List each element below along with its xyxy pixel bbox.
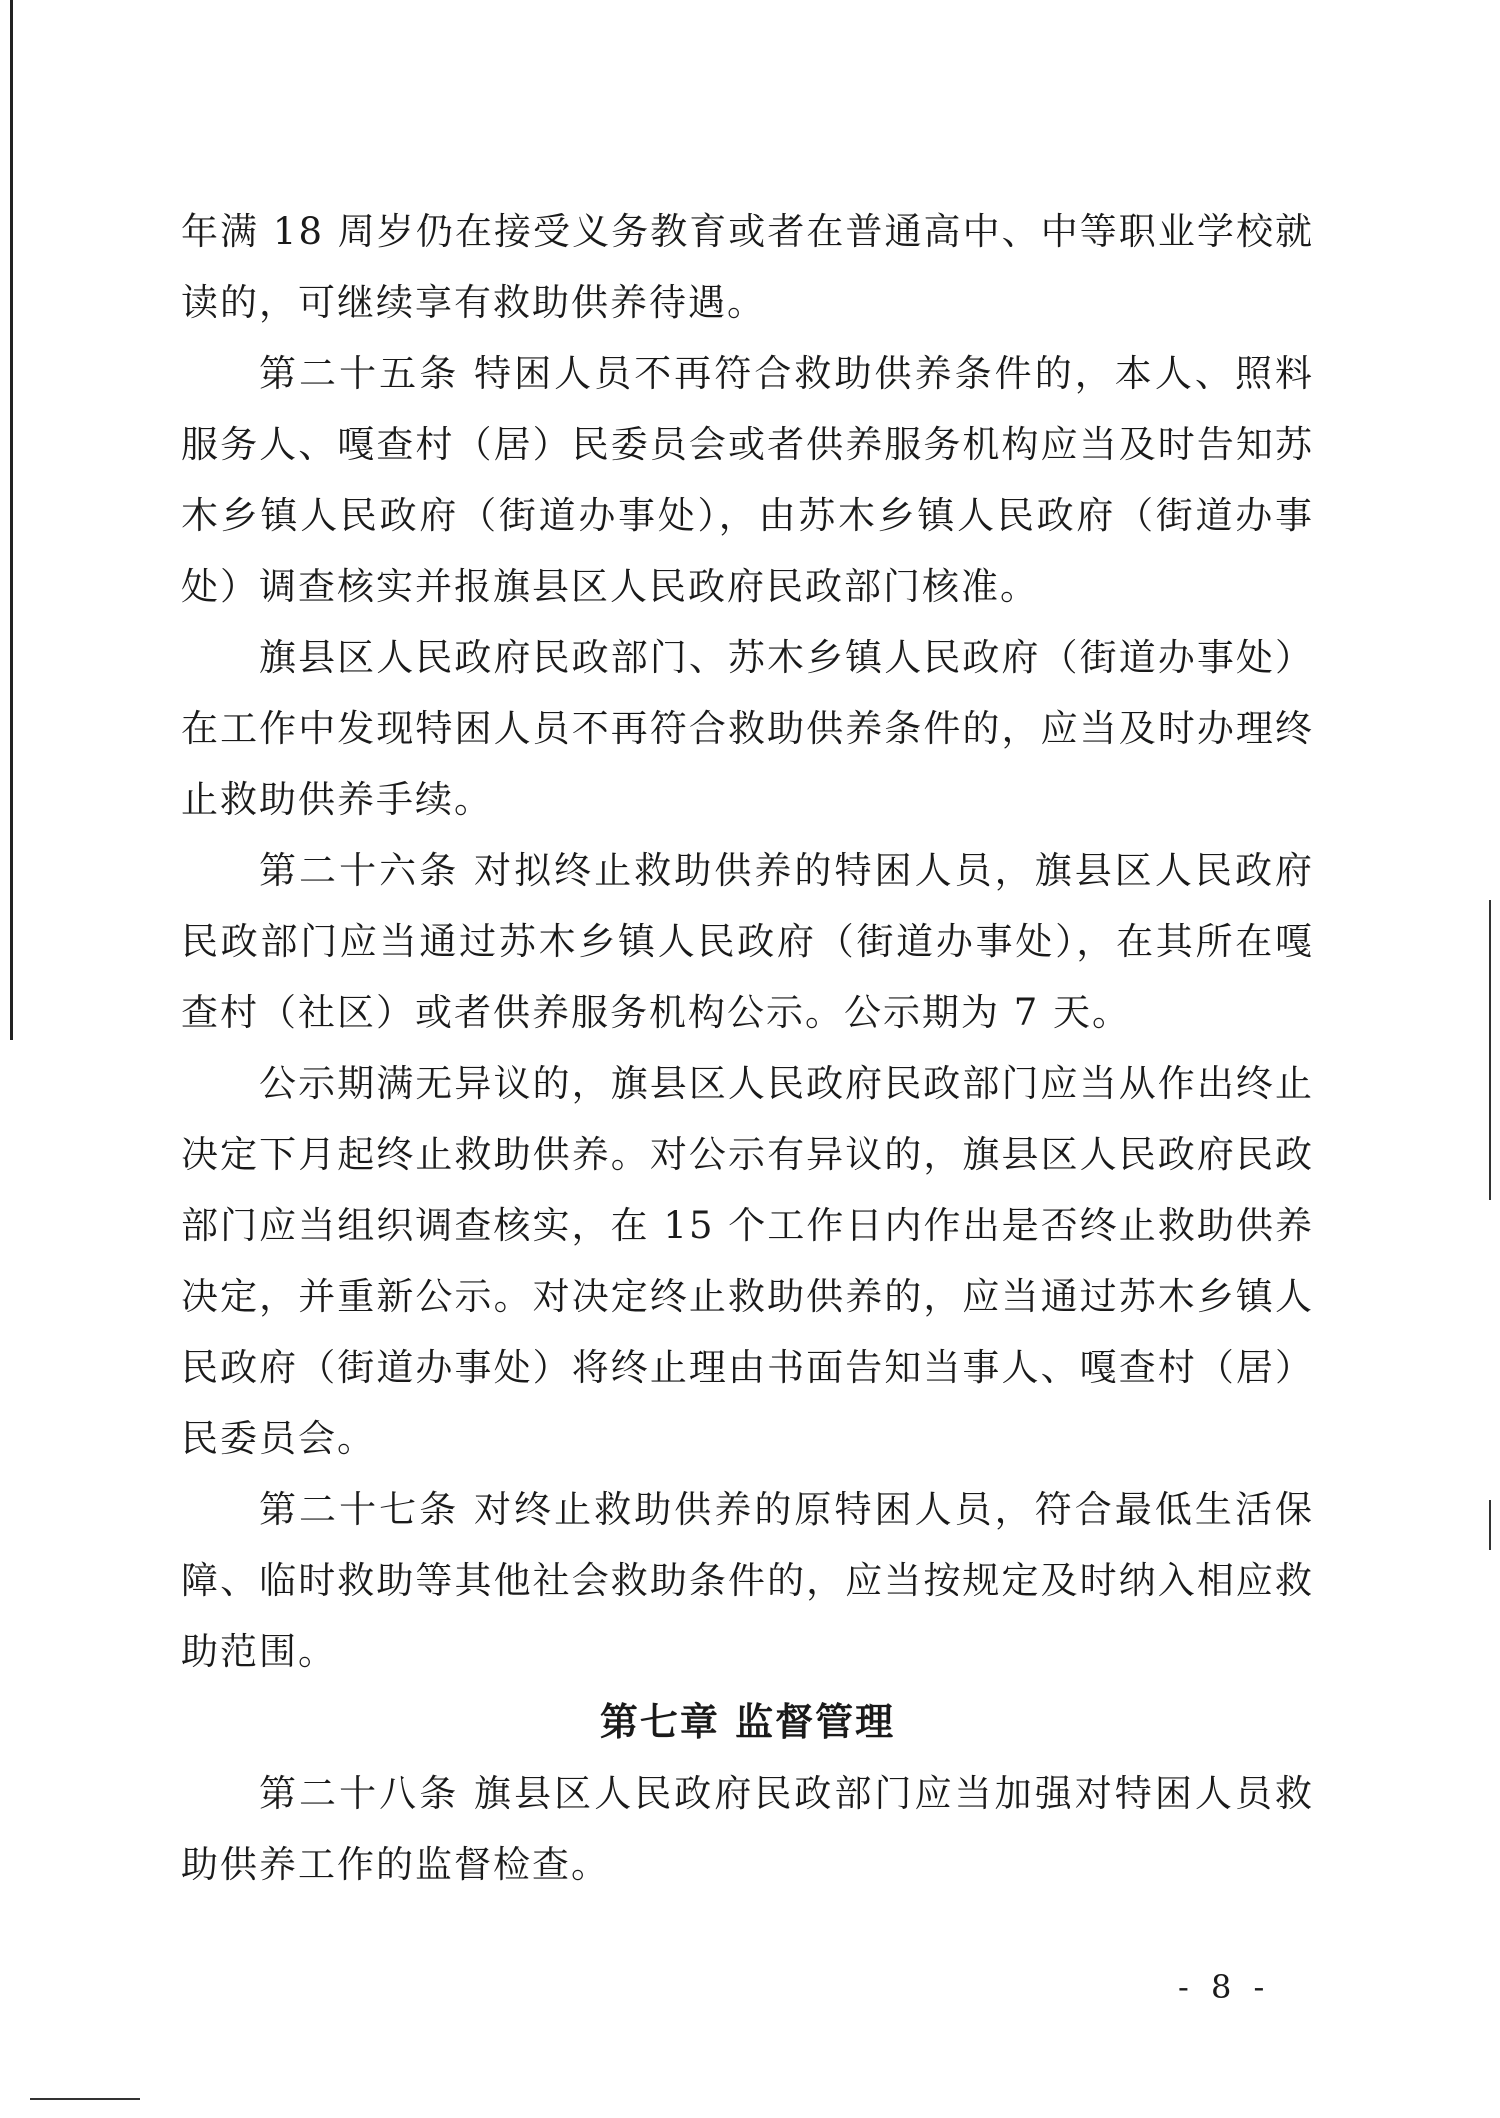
scan-edge-line bbox=[1489, 900, 1491, 1200]
article-26-second-paragraph: 公示期满无异议的，旗县区人民政府民政部门应当从作出终止决定下月起终止救助供养。对公示有异议的，旗县区人民政府民政部门应当组织调查核实，在 15 个工作日内作出是否终止救助供养决定，并重新公示。对决定终止救助供养的，应当通过苏木乡镇人民政府（街道办事处）将终止理由书面告知当事人、嘎查村（居）民委员会。 bbox=[181, 1062, 1314, 1460]
article-25-paragraph: 第二十五条 特困人员不再符合救助供养条件的，本人、照料服务人、嘎查村（居）民委员会或者供养服务机构应当及时告知苏木乡镇人民政府（街道办事处），由苏木乡镇人民政府（街道办事处）调查核实并报旗县区人民政府民政部门核准。 bbox=[181, 352, 1314, 608]
scan-edge-line bbox=[30, 2098, 140, 2100]
article-28-paragraph: 第二十八条 旗县区人民政府民政部门应当加强对特困人员救助供养工作的监督检查。 bbox=[181, 1772, 1314, 1886]
chapter-heading: 第七章 监督管理 bbox=[599, 1700, 896, 1744]
paragraph-continuation: 年满 18 周岁仍在接受义务教育或者在普通高中、中等职业学校就读的，可继续享有救助供养待遇。 bbox=[181, 210, 1314, 324]
document-body bbox=[181, 196, 1314, 1900]
scan-edge-line bbox=[10, 0, 13, 1040]
page-number: - 8 - bbox=[1178, 1968, 1271, 2006]
scan-edge-line bbox=[1489, 1500, 1491, 1550]
article-25-second-paragraph: 旗县区人民政府民政部门、苏木乡镇人民政府（街道办事处）在工作中发现特困人员不再符合救助供养条件的，应当及时办理终止救助供养手续。 bbox=[181, 636, 1314, 821]
article-27-paragraph: 第二十七条 对终止救助供养的原特困人员，符合最低生活保障、临时救助等其他社会救助条件的，应当按规定及时纳入相应救助范围。 bbox=[181, 1488, 1314, 1673]
article-26-paragraph: 第二十六条 对拟终止救助供养的特困人员，旗县区人民政府民政部门应当通过苏木乡镇人民政府（街道办事处），在其所在嘎查村（社区）或者供养服务机构公示。公示期为 7 天。 bbox=[181, 849, 1314, 1034]
